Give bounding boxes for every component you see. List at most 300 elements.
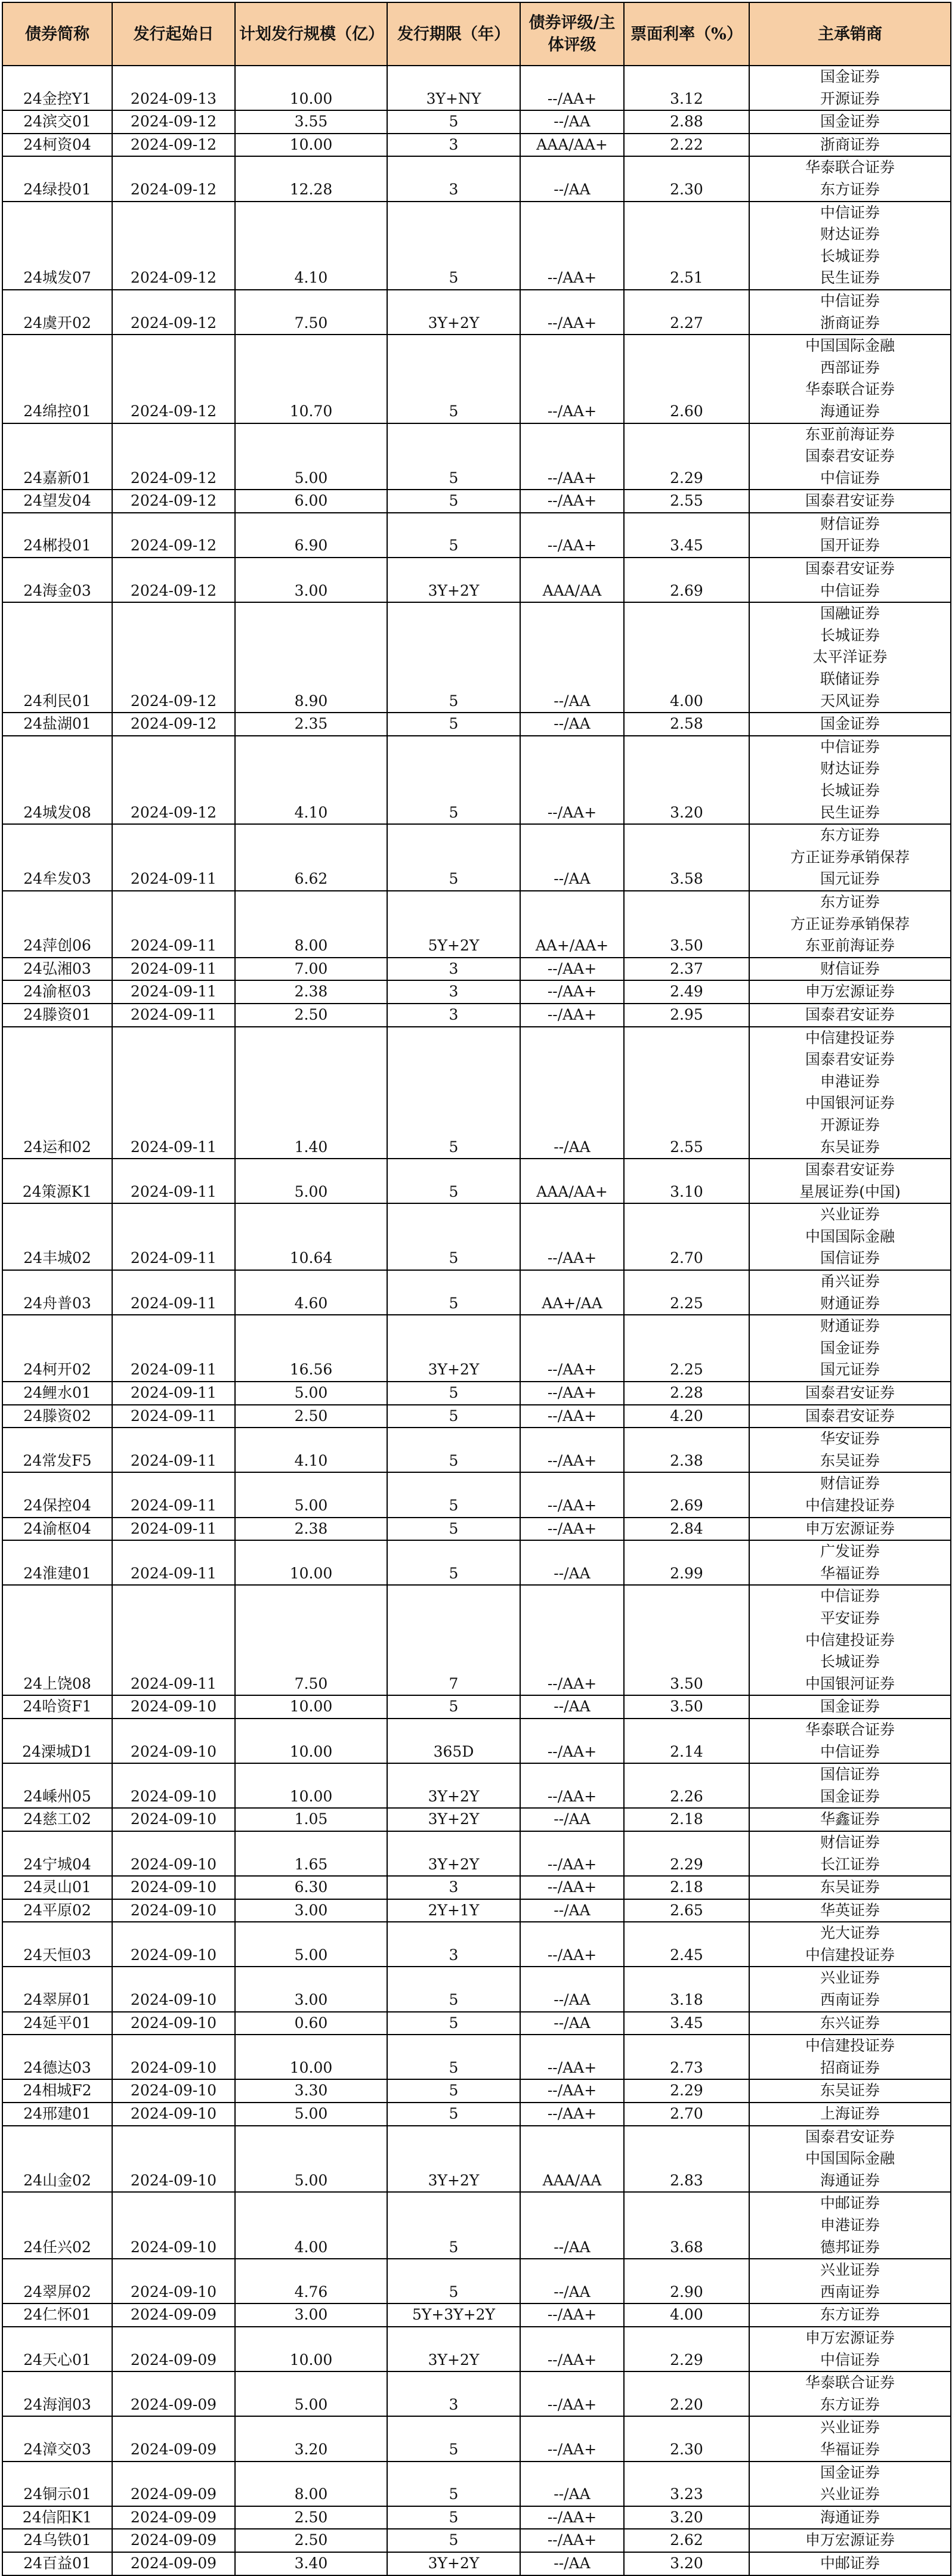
cell-planned-size: 5.00 xyxy=(235,1382,387,1405)
cell-planned-size: 2.50 xyxy=(235,1405,387,1428)
cell-bond-name: 24平原02 xyxy=(2,1899,112,1922)
cell-issue-date: 2024-09-10 xyxy=(112,2126,235,2193)
cell-coupon-rate: 2.29 xyxy=(624,2079,749,2103)
underwriter-name: 中国国际金融 xyxy=(805,2150,895,2168)
cell-term: 3Y+2Y xyxy=(387,2327,520,2371)
cell-term: 5 xyxy=(387,110,520,134)
cell-issue-date: 2024-09-11 xyxy=(112,1270,235,1315)
cell-rating: --/AA+ xyxy=(520,2327,624,2371)
cell-bond-name: 24宁城04 xyxy=(2,1831,112,1876)
cell-coupon-rate: 2.26 xyxy=(624,1763,749,1808)
cell-coupon-rate: 3.58 xyxy=(624,824,749,891)
cell-issue-date: 2024-09-12 xyxy=(112,202,235,290)
cell-bond-name: 24渝枢04 xyxy=(2,1518,112,1541)
cell-planned-size: 12.28 xyxy=(235,156,387,201)
cell-planned-size: 10.00 xyxy=(235,1719,387,1763)
cell-planned-size: 8.90 xyxy=(235,602,387,713)
underwriter-name: 国泰君安证券 xyxy=(805,1407,895,1425)
cell-term: 3 xyxy=(387,958,520,981)
table-row xyxy=(2,2416,951,2461)
cell-coupon-rate: 3.45 xyxy=(624,2012,749,2035)
table-row xyxy=(2,110,951,134)
cell-coupon-rate: 3.23 xyxy=(624,2462,749,2506)
cell-term: 5 xyxy=(387,1967,520,2011)
underwriter-name: 中国银河证券 xyxy=(805,1674,895,1692)
cell-rating: --/AA+ xyxy=(520,2035,624,2079)
cell-planned-size: 2.38 xyxy=(235,1518,387,1541)
cell-coupon-rate: 2.51 xyxy=(624,202,749,290)
cell-term: 5 xyxy=(387,1027,520,1159)
cell-bond-name: 24德达03 xyxy=(2,2035,112,2079)
cell-underwriters xyxy=(749,1922,951,1967)
cell-bond-name: 24绵控01 xyxy=(2,335,112,423)
cell-rating: --/AA+ xyxy=(520,2371,624,2416)
cell-coupon-rate: 2.55 xyxy=(624,490,749,513)
cell-planned-size: 3.00 xyxy=(235,1967,387,2011)
cell-term: 365D xyxy=(387,1719,520,1763)
cell-bond-name: 24城发07 xyxy=(2,202,112,290)
table-row xyxy=(2,290,951,335)
table-row xyxy=(2,2371,951,2416)
cell-bond-name: 24盐湖01 xyxy=(2,713,112,736)
underwriter-name: 华安证券 xyxy=(820,1430,880,1448)
cell-issue-date: 2024-09-12 xyxy=(112,134,235,157)
cell-planned-size: 6.30 xyxy=(235,1876,387,1899)
cell-bond-name: 24百益01 xyxy=(2,2552,112,2575)
cell-planned-size: 5.00 xyxy=(235,2103,387,2126)
cell-term: 5 xyxy=(387,1203,520,1270)
cell-rating: --/AA xyxy=(520,1540,624,1585)
cell-issue-date: 2024-09-12 xyxy=(112,602,235,713)
cell-coupon-rate: 3.12 xyxy=(624,66,749,110)
cell-issue-date: 2024-09-12 xyxy=(112,736,235,824)
cell-rating: --/AA+ xyxy=(520,1315,624,1382)
cell-bond-name: 24鲤水01 xyxy=(2,1382,112,1405)
cell-rating: --/AA xyxy=(520,1899,624,1922)
cell-term: 5 xyxy=(387,2012,520,2035)
cell-issue-date: 2024-09-12 xyxy=(112,110,235,134)
cell-issue-date: 2024-09-11 xyxy=(112,1428,235,1472)
table-row xyxy=(2,1382,951,1405)
cell-issue-date: 2024-09-11 xyxy=(112,1027,235,1159)
cell-rating: AAA/AA+ xyxy=(520,134,624,157)
table-row xyxy=(2,202,951,290)
cell-planned-size: 8.00 xyxy=(235,891,387,958)
cell-planned-size: 0.60 xyxy=(235,2012,387,2035)
table-row xyxy=(2,2012,951,2035)
cell-bond-name: 24乌铁01 xyxy=(2,2529,112,2552)
cell-coupon-rate: 2.28 xyxy=(624,1382,749,1405)
cell-underwriters xyxy=(749,490,951,513)
cell-coupon-rate: 2.18 xyxy=(624,1876,749,1899)
cell-underwriters xyxy=(749,1428,951,1472)
underwriter-name: 国泰君安证券 xyxy=(805,492,895,510)
cell-rating: --/AA+ xyxy=(520,66,624,110)
cell-planned-size: 3.00 xyxy=(235,2303,387,2327)
cell-bond-name: 24天恒03 xyxy=(2,1922,112,1967)
cell-bond-name: 24郴投01 xyxy=(2,513,112,558)
cell-term: 5 xyxy=(387,1382,520,1405)
cell-planned-size: 2.35 xyxy=(235,713,387,736)
cell-rating: --/AA+ xyxy=(520,490,624,513)
underwriter-name: 兴业证券 xyxy=(820,1206,880,1224)
cell-rating: --/AA xyxy=(520,2192,624,2259)
cell-issue-date: 2024-09-09 xyxy=(112,2552,235,2575)
table-row xyxy=(2,2303,951,2327)
cell-issue-date: 2024-09-10 xyxy=(112,2259,235,2303)
cell-rating: --/AA+ xyxy=(520,290,624,335)
cell-rating: --/AA xyxy=(520,1695,624,1719)
table-row xyxy=(2,513,951,558)
cell-issue-date: 2024-09-12 xyxy=(112,156,235,201)
header-rating: 债券评级/主体评级 xyxy=(520,2,624,66)
cell-planned-size: 3.30 xyxy=(235,2079,387,2103)
cell-term: 3 xyxy=(387,156,520,201)
underwriter-name: 财信证券 xyxy=(820,1475,880,1493)
table-row xyxy=(2,1967,951,2011)
cell-rating: --/AA xyxy=(520,824,624,891)
cell-rating: AA+/AA+ xyxy=(520,891,624,958)
underwriter-name: 华福证券 xyxy=(820,2440,880,2458)
underwriter-name: 东方证券 xyxy=(820,826,880,844)
cell-term: 5 xyxy=(387,1405,520,1428)
cell-bond-name: 24虞开02 xyxy=(2,290,112,335)
cell-rating: --/AA+ xyxy=(520,1719,624,1763)
cell-bond-name: 24任兴02 xyxy=(2,2192,112,2259)
cell-term: 5 xyxy=(387,1540,520,1585)
cell-issue-date: 2024-09-09 xyxy=(112,2416,235,2461)
cell-term: 7 xyxy=(387,1585,520,1695)
cell-planned-size: 7.50 xyxy=(235,290,387,335)
cell-planned-size: 4.10 xyxy=(235,736,387,824)
cell-term: 3Y+2Y xyxy=(387,1808,520,1831)
cell-bond-name: 24延平01 xyxy=(2,2012,112,2035)
cell-rating: --/AA+ xyxy=(520,2506,624,2529)
cell-term: 5 xyxy=(387,2529,520,2552)
cell-coupon-rate: 2.69 xyxy=(624,558,749,602)
cell-rating: --/AA+ xyxy=(520,2416,624,2461)
cell-planned-size: 5.00 xyxy=(235,1472,387,1517)
underwriter-name: 国金证券 xyxy=(820,1339,880,1357)
cell-bond-name: 24牟发03 xyxy=(2,824,112,891)
underwriter-name: 财通证券 xyxy=(820,1294,880,1312)
cell-rating: --/AA+ xyxy=(520,1585,624,1695)
underwriter-name: 申港证券 xyxy=(820,1072,880,1090)
cell-underwriters xyxy=(749,2103,951,2126)
cell-coupon-rate: 2.69 xyxy=(624,1472,749,1517)
cell-term: 5 xyxy=(387,736,520,824)
cell-issue-date: 2024-09-12 xyxy=(112,290,235,335)
cell-rating: --/AA+ xyxy=(520,513,624,558)
table-row xyxy=(2,1831,951,1876)
cell-issue-date: 2024-09-11 xyxy=(112,1540,235,1585)
cell-issue-date: 2024-09-12 xyxy=(112,335,235,423)
underwriter-name: 长城证券 xyxy=(820,626,880,644)
table-row xyxy=(2,1876,951,1899)
table-row xyxy=(2,2035,951,2079)
underwriter-name: 海通证券 xyxy=(820,402,880,420)
cell-coupon-rate: 3.50 xyxy=(624,1695,749,1719)
cell-rating: --/AA+ xyxy=(520,335,624,423)
cell-underwriters xyxy=(749,602,951,713)
cell-coupon-rate: 2.27 xyxy=(624,290,749,335)
table-row xyxy=(2,1922,951,1967)
cell-term: 5 xyxy=(387,602,520,713)
cell-bond-name: 24灵山01 xyxy=(2,1876,112,1899)
cell-rating: --/AA+ xyxy=(520,2079,624,2103)
underwriter-name: 中邮证券 xyxy=(820,2194,880,2212)
cell-rating: --/AA xyxy=(520,1808,624,1831)
cell-rating: --/AA+ xyxy=(520,958,624,981)
cell-bond-name: 24保控04 xyxy=(2,1472,112,1517)
cell-coupon-rate: 3.45 xyxy=(624,513,749,558)
cell-rating: --/AA xyxy=(520,2012,624,2035)
underwriter-name: 浙商证券 xyxy=(820,314,880,332)
underwriter-name: 长城证券 xyxy=(820,247,880,265)
underwriter-name: 东吴证券 xyxy=(820,2082,880,2100)
table-header-row xyxy=(2,2,951,66)
cell-bond-name: 24相城F2 xyxy=(2,2079,112,2103)
cell-underwriters xyxy=(749,1585,951,1695)
table-row xyxy=(2,1585,951,1695)
cell-planned-size: 3.00 xyxy=(235,558,387,602)
table-row xyxy=(2,1719,951,1763)
cell-planned-size: 4.10 xyxy=(235,1428,387,1472)
cell-planned-size: 6.90 xyxy=(235,513,387,558)
cell-term: 3Y+2Y xyxy=(387,1831,520,1876)
underwriter-name: 浙商证券 xyxy=(820,135,880,153)
cell-term: 3 xyxy=(387,980,520,1004)
cell-bond-name: 24滕资02 xyxy=(2,1405,112,1428)
underwriter-name: 长城证券 xyxy=(820,1653,880,1671)
underwriter-name: 东吴证券 xyxy=(820,1451,880,1469)
underwriter-name: 国金证券 xyxy=(820,68,880,85)
cell-term: 3 xyxy=(387,2371,520,2416)
cell-underwriters xyxy=(749,1831,951,1876)
underwriter-name: 华鑫证券 xyxy=(820,1810,880,1828)
underwriter-name: 东吴证券 xyxy=(820,1878,880,1896)
underwriter-name: 中信证券 xyxy=(820,469,880,487)
underwriter-name: 中国国际金融 xyxy=(805,1227,895,1245)
cell-bond-name: 24仁怀01 xyxy=(2,2303,112,2327)
header-bond-name: 债券简称 xyxy=(2,2,112,66)
cell-issue-date: 2024-09-11 xyxy=(112,1405,235,1428)
underwriter-name: 财信证券 xyxy=(820,959,880,977)
header-planned-size: 计划发行规模（亿） xyxy=(235,2,387,66)
cell-coupon-rate: 2.14 xyxy=(624,1719,749,1763)
cell-bond-name: 24绿投01 xyxy=(2,156,112,201)
cell-bond-name: 24弘湘03 xyxy=(2,958,112,981)
cell-issue-date: 2024-09-10 xyxy=(112,2012,235,2035)
cell-coupon-rate: 2.90 xyxy=(624,2259,749,2303)
cell-planned-size: 6.00 xyxy=(235,490,387,513)
underwriter-name: 民生证券 xyxy=(820,803,880,821)
cell-planned-size: 10.00 xyxy=(235,1695,387,1719)
cell-issue-date: 2024-09-10 xyxy=(112,1695,235,1719)
cell-bond-name: 24溧城D1 xyxy=(2,1719,112,1763)
cell-planned-size: 8.00 xyxy=(235,2462,387,2506)
cell-planned-size: 5.00 xyxy=(235,1159,387,1203)
cell-coupon-rate: 3.18 xyxy=(624,1967,749,2011)
cell-planned-size: 5.00 xyxy=(235,1922,387,1967)
cell-coupon-rate: 2.30 xyxy=(624,156,749,201)
underwriter-name: 申万宏源证券 xyxy=(805,2329,895,2346)
cell-term: 3Y+2Y xyxy=(387,1315,520,1382)
cell-planned-size: 10.00 xyxy=(235,66,387,110)
cell-underwriters xyxy=(749,202,951,290)
bond-issuance-table xyxy=(2,2,951,2576)
cell-planned-size: 5.00 xyxy=(235,423,387,490)
underwriter-name: 太平洋证券 xyxy=(812,648,888,666)
table-row xyxy=(2,1203,951,1270)
cell-bond-name: 24望发04 xyxy=(2,490,112,513)
underwriter-name: 甬兴证券 xyxy=(820,1272,880,1290)
table-row xyxy=(2,1315,951,1382)
cell-issue-date: 2024-09-10 xyxy=(112,1719,235,1763)
underwriter-name: 国开证券 xyxy=(820,537,880,555)
cell-underwriters xyxy=(749,2126,951,2193)
underwriter-name: 联储证券 xyxy=(820,670,880,688)
cell-planned-size: 3.40 xyxy=(235,2552,387,2575)
cell-underwriters xyxy=(749,2506,951,2529)
cell-bond-name: 24渝枢03 xyxy=(2,980,112,1004)
cell-bond-name: 24山金02 xyxy=(2,2126,112,2193)
cell-underwriters xyxy=(749,134,951,157)
cell-coupon-rate: 2.95 xyxy=(624,1004,749,1027)
cell-bond-name: 24嵊州05 xyxy=(2,1763,112,1808)
cell-underwriters xyxy=(749,156,951,201)
cell-issue-date: 2024-09-10 xyxy=(112,1876,235,1899)
cell-rating: --/AA+ xyxy=(520,423,624,490)
underwriter-name: 华泰联合证券 xyxy=(805,159,895,177)
underwriter-name: 国泰君安证券 xyxy=(805,560,895,578)
cell-issue-date: 2024-09-10 xyxy=(112,1808,235,1831)
cell-term: 3 xyxy=(387,134,520,157)
cell-underwriters xyxy=(749,2462,951,2506)
cell-term: 5 xyxy=(387,2192,520,2259)
table-row xyxy=(2,736,951,824)
cell-planned-size: 4.76 xyxy=(235,2259,387,2303)
underwriter-name: 德邦证券 xyxy=(820,2238,880,2256)
cell-issue-date: 2024-09-12 xyxy=(112,558,235,602)
table-row xyxy=(2,602,951,713)
underwriter-name: 西部证券 xyxy=(820,358,880,376)
cell-issue-date: 2024-09-11 xyxy=(112,891,235,958)
underwriter-name: 国信证券 xyxy=(820,1766,880,1784)
cell-rating: --/AA xyxy=(520,110,624,134)
table-row xyxy=(2,2552,951,2575)
underwriter-name: 申万宏源证券 xyxy=(805,983,895,1001)
underwriter-name: 星展证券(中国) xyxy=(799,1182,901,1200)
cell-term: 5 xyxy=(387,513,520,558)
underwriter-name: 国金证券 xyxy=(820,1787,880,1805)
cell-underwriters xyxy=(749,2416,951,2461)
cell-issue-date: 2024-09-10 xyxy=(112,1922,235,1967)
cell-issue-date: 2024-09-09 xyxy=(112,2327,235,2371)
cell-coupon-rate: 4.00 xyxy=(624,602,749,713)
cell-underwriters xyxy=(749,2079,951,2103)
table-row xyxy=(2,1405,951,1428)
underwriter-name: 国融证券 xyxy=(820,605,880,623)
table-row xyxy=(2,134,951,157)
cell-underwriters xyxy=(749,513,951,558)
cell-rating: --/AA+ xyxy=(520,1472,624,1517)
cell-issue-date: 2024-09-11 xyxy=(112,1472,235,1517)
cell-underwriters xyxy=(749,1899,951,1922)
cell-coupon-rate: 3.20 xyxy=(624,2552,749,2575)
underwriter-name: 西南证券 xyxy=(820,1991,880,2009)
cell-bond-name: 24利民01 xyxy=(2,602,112,713)
cell-underwriters xyxy=(749,1270,951,1315)
cell-coupon-rate: 2.70 xyxy=(624,2103,749,2126)
cell-rating: AAA/AA+ xyxy=(520,1159,624,1203)
underwriter-name: 东吴证券 xyxy=(820,1138,880,1156)
cell-term: 5 xyxy=(387,824,520,891)
cell-planned-size: 10.00 xyxy=(235,1763,387,1808)
cell-bond-name: 24上饶08 xyxy=(2,1585,112,1695)
cell-planned-size: 6.62 xyxy=(235,824,387,891)
underwriter-name: 国元证券 xyxy=(820,870,880,888)
cell-planned-size: 7.50 xyxy=(235,1585,387,1695)
cell-planned-size: 2.38 xyxy=(235,980,387,1004)
underwriter-name: 国泰君安证券 xyxy=(805,1161,895,1179)
cell-rating: --/AA+ xyxy=(520,1763,624,1808)
cell-issue-date: 2024-09-10 xyxy=(112,2035,235,2079)
underwriter-name: 中信证券 xyxy=(820,738,880,756)
cell-coupon-rate: 2.25 xyxy=(624,1270,749,1315)
cell-bond-name: 24柯资04 xyxy=(2,134,112,157)
underwriter-name: 中信建投证券 xyxy=(805,1029,895,1046)
cell-underwriters xyxy=(749,824,951,891)
cell-bond-name: 24金控Y1 xyxy=(2,66,112,110)
cell-issue-date: 2024-09-12 xyxy=(112,713,235,736)
cell-bond-name: 24丰城02 xyxy=(2,1203,112,1270)
cell-term: 3Y+2Y xyxy=(387,1763,520,1808)
cell-term: 5 xyxy=(387,1472,520,1517)
cell-term: 5 xyxy=(387,2506,520,2529)
underwriter-name: 财达证券 xyxy=(820,760,880,778)
cell-issue-date: 2024-09-11 xyxy=(112,1382,235,1405)
cell-issue-date: 2024-09-10 xyxy=(112,1763,235,1808)
cell-coupon-rate: 2.45 xyxy=(624,1922,749,1967)
cell-planned-size: 2.50 xyxy=(235,1004,387,1027)
cell-planned-size: 10.64 xyxy=(235,1203,387,1270)
cell-bond-name: 24海金03 xyxy=(2,558,112,602)
cell-underwriters xyxy=(749,1405,951,1428)
underwriter-name: 海通证券 xyxy=(820,2508,880,2526)
cell-coupon-rate: 2.25 xyxy=(624,1315,749,1382)
cell-underwriters xyxy=(749,1004,951,1027)
cell-rating: --/AA+ xyxy=(520,1004,624,1027)
cell-rating: --/AA+ xyxy=(520,980,624,1004)
cell-rating: --/AA+ xyxy=(520,1428,624,1472)
cell-planned-size: 4.00 xyxy=(235,2192,387,2259)
underwriter-name: 东方证券 xyxy=(820,180,880,198)
cell-rating: --/AA+ xyxy=(520,1922,624,1967)
cell-term: 3 xyxy=(387,1004,520,1027)
cell-coupon-rate: 2.58 xyxy=(624,713,749,736)
cell-bond-name: 24海润03 xyxy=(2,2371,112,2416)
cell-bond-name: 24滕资01 xyxy=(2,1004,112,1027)
cell-issue-date: 2024-09-12 xyxy=(112,423,235,490)
cell-bond-name: 24常发F5 xyxy=(2,1428,112,1472)
cell-coupon-rate: 2.38 xyxy=(624,1428,749,1472)
underwriter-name: 中信建投证券 xyxy=(805,1631,895,1649)
cell-planned-size: 7.00 xyxy=(235,958,387,981)
cell-term: 5 xyxy=(387,2079,520,2103)
cell-term: 5 xyxy=(387,713,520,736)
cell-term: 3Y+2Y xyxy=(387,558,520,602)
